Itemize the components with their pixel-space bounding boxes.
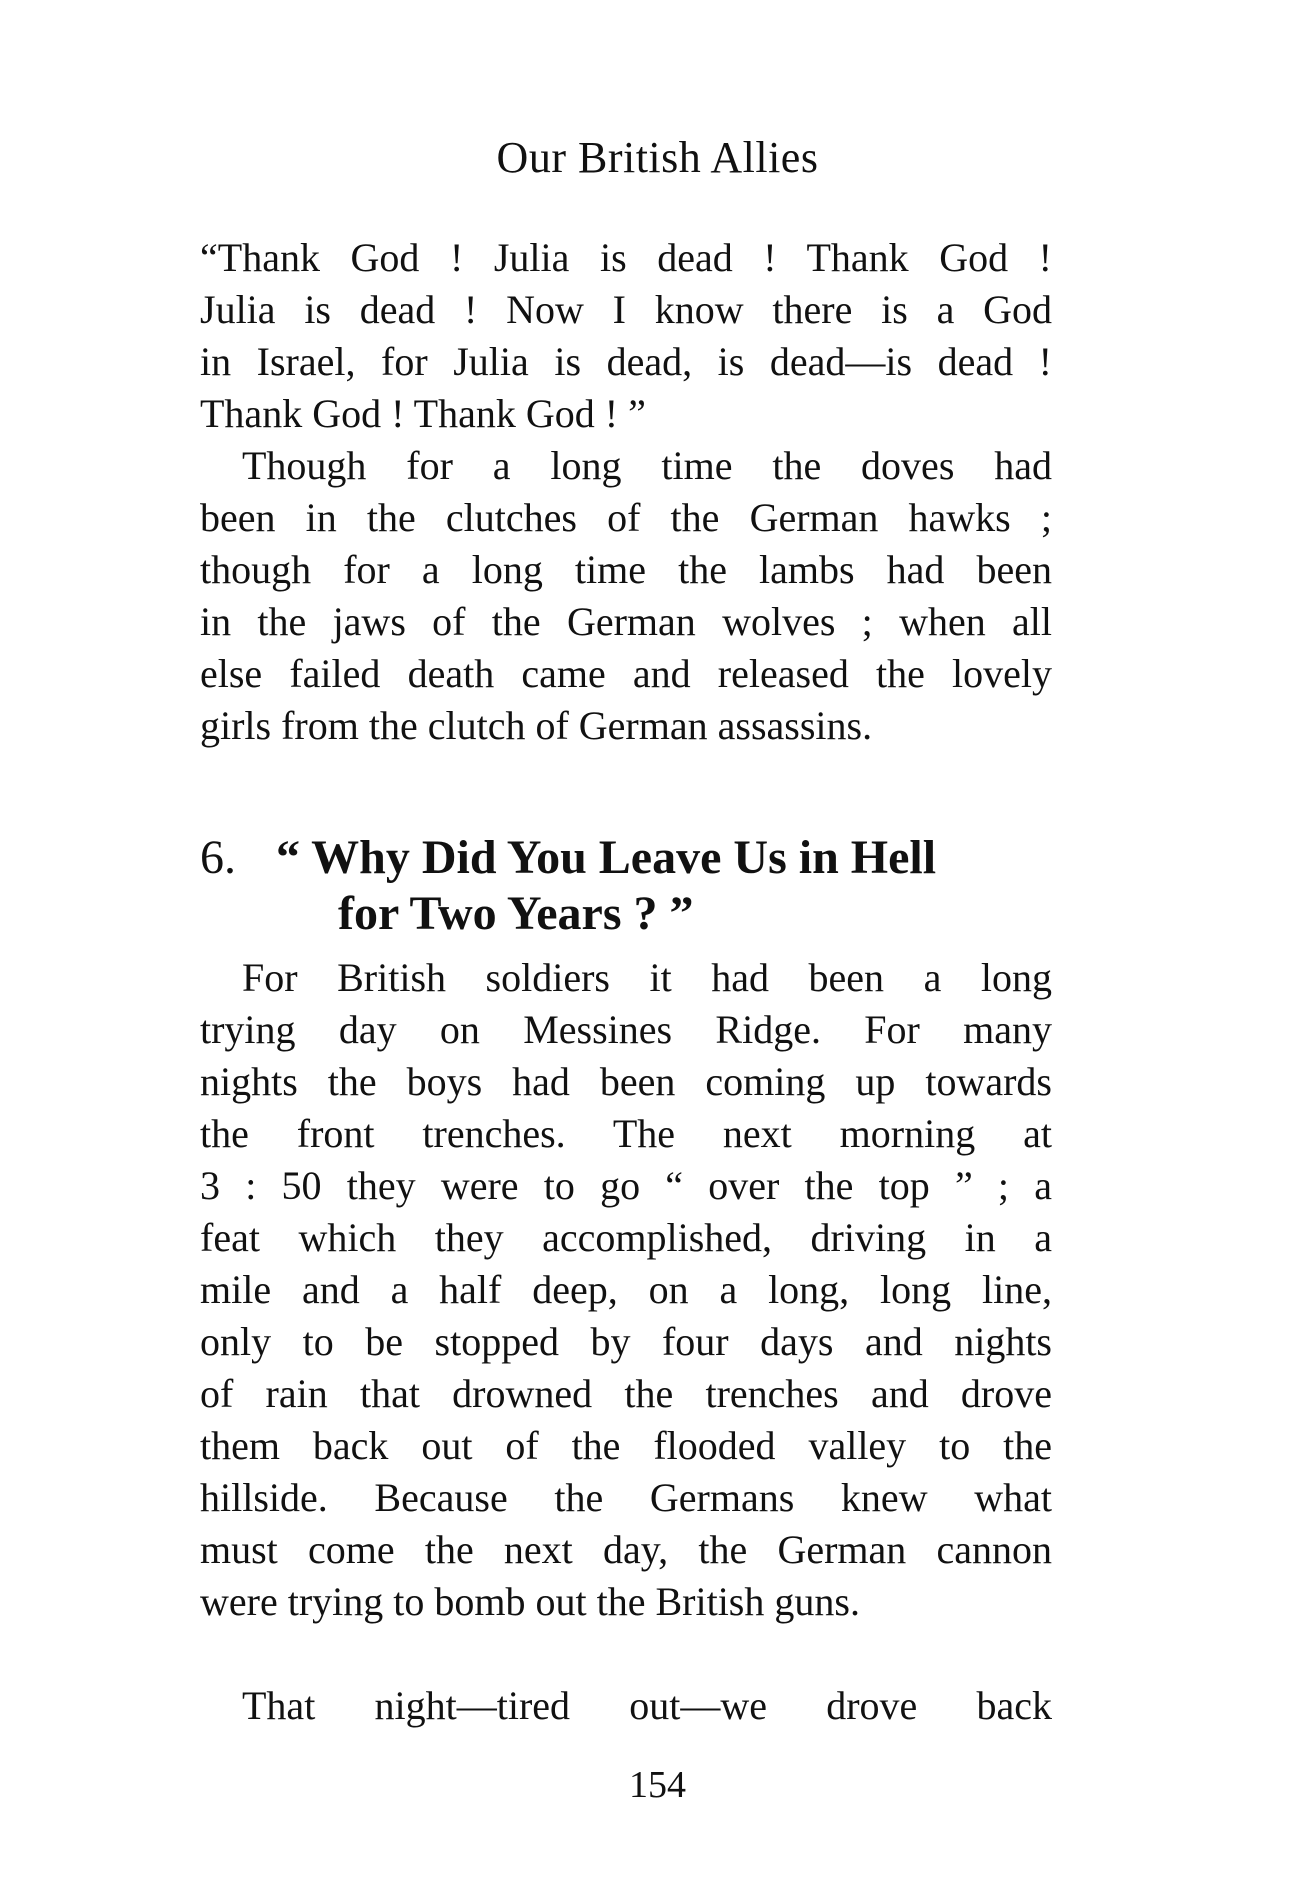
text-line: only to be stopped by four days and nights [200, 1319, 1052, 1364]
text-line: Julia is dead ! Now I know there is a God [200, 287, 1052, 332]
text-line: in the jaws of the German wolves ; when all [200, 599, 1052, 644]
paragraph-doves [200, 440, 1052, 752]
text-line: 3 : 50 they were to go “ over the top ” ; a [200, 1163, 1052, 1208]
text-line: of rain that drowned the trenches and drove [200, 1371, 1052, 1416]
text-line: That night—tired out—we drove back [242, 1683, 1052, 1728]
section-title-line-2: for Two Years ? ” [338, 887, 694, 940]
running-head: Our British Allies [496, 133, 819, 182]
section-title-line-1: “ Why Did You Leave Us in Hell [276, 831, 937, 884]
text-line: hillside. Because the Germans knew what [200, 1475, 1052, 1520]
text-line: Though for a long time the doves had [242, 443, 1052, 488]
text-line: were trying to bomb out the British guns. [200, 1579, 860, 1624]
text-line: Thank God ! Thank God ! ” [200, 391, 646, 436]
text-line: feat which they accomplished, driving in a [200, 1215, 1052, 1260]
text-line: girls from the clutch of German assassins. [200, 703, 873, 748]
text-line: “Thank God ! Julia is dead ! Thank God ! [200, 235, 1052, 280]
text-line: must come the next day, the German cannon [200, 1527, 1052, 1572]
text-line: the front trenches. The next morning at [200, 1111, 1052, 1156]
text-line: nights the boys had been coming up towards [200, 1059, 1052, 1104]
paragraph-julia-quote [200, 232, 1052, 440]
paragraph-that-night [200, 1680, 1052, 1732]
text-line: in Israel, for Julia is dead, is dead—is dead ! [200, 339, 1052, 384]
section-number: 6. [200, 831, 236, 884]
text-line: been in the clutches of the German hawks ; [200, 495, 1052, 540]
text-line: else failed death came and released the lovely [200, 651, 1052, 696]
page-number: 154 [629, 1764, 686, 1806]
heading-line-1 [200, 830, 1052, 886]
paragraph-messines-ridge [200, 952, 1052, 1628]
text-line: For British soldiers it had been a long [242, 955, 1052, 1000]
text-line: them back out of the flooded valley to the [200, 1423, 1052, 1468]
text-line: trying day on Messines Ridge. For many [200, 1007, 1052, 1052]
text-line: though for a long time the lambs had been [200, 547, 1052, 592]
text-line: mile and a half deep, on a long, long line, [200, 1267, 1052, 1312]
section-heading [200, 830, 1052, 942]
